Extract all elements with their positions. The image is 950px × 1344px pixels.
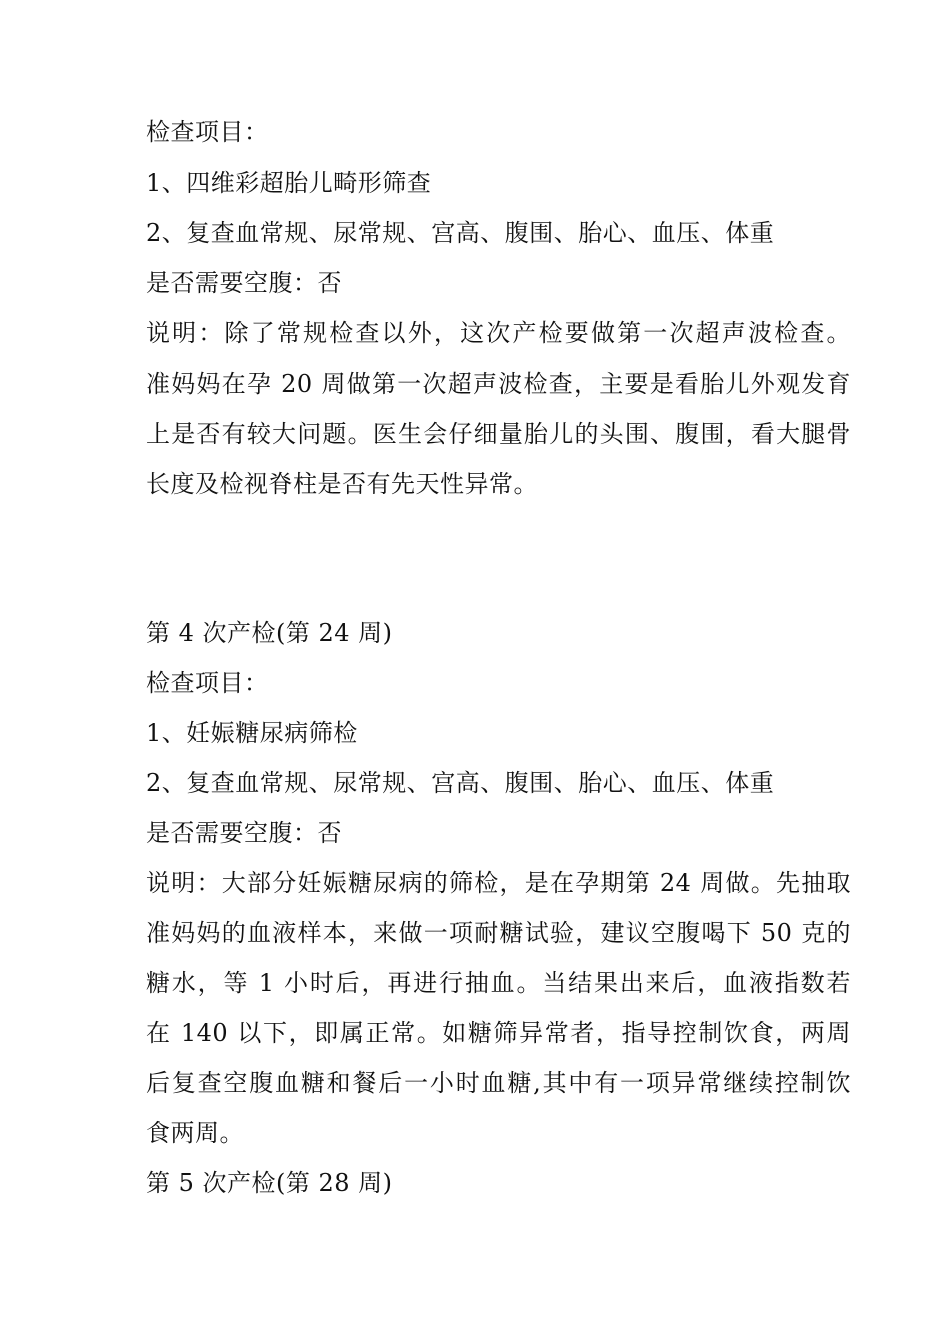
exam-item-2: 2、复查血常规、尿常规、宫高、腹围、胎心、血压、体重: [146, 219, 775, 247]
section-title: 第 5 次产检(第 28 周): [146, 1169, 393, 1197]
fasting-required: 是否需要空腹：否: [146, 819, 342, 847]
note-line: 后复查空腹血糖和餐后一小时血糖,其中有一项异常继续控制饮: [146, 1069, 851, 1097]
section-title: 第 4 次产检(第 24 周): [146, 619, 393, 647]
note-line: 在 140 以下，即属正常。如糖筛异常者，指导控制饮食，两周: [146, 1019, 851, 1047]
exam-item-2: 2、复查血常规、尿常规、宫高、腹围、胎心、血压、体重: [146, 769, 775, 797]
note-line: 准妈妈的血液样本，来做一项耐糖试验，建议空腹喝下 50 克的: [146, 919, 851, 947]
fasting-required: 是否需要空腹：否: [146, 269, 342, 297]
note-line: 食两周。: [146, 1119, 244, 1147]
exam-item-1: 1、四维彩超胎儿畸形筛查: [146, 169, 432, 197]
note-line: 长度及检视脊柱是否有先天性异常。: [146, 470, 538, 498]
note-line: 说明：除了常规检查以外，这次产检要做第一次超声波检查。: [146, 319, 851, 347]
note-line: 说明：大部分妊娠糖尿病的筛检，是在孕期第 24 周做。先抽取: [146, 869, 851, 897]
items-heading: 检查项目：: [146, 669, 269, 697]
items-heading: 检查项目：: [146, 118, 269, 146]
note-line: 准妈妈在孕 20 周做第一次超声波检查，主要是看胎儿外观发育: [146, 370, 851, 398]
note-line: 上是否有较大问题。医生会仔细量胎儿的头围、腹围，看大腿骨: [146, 420, 851, 448]
note-line: 糖水，等 1 小时后，再进行抽血。当结果出来后，血液指数若: [146, 969, 851, 997]
exam-item-1: 1、妊娠糖尿病筛检: [146, 719, 358, 747]
